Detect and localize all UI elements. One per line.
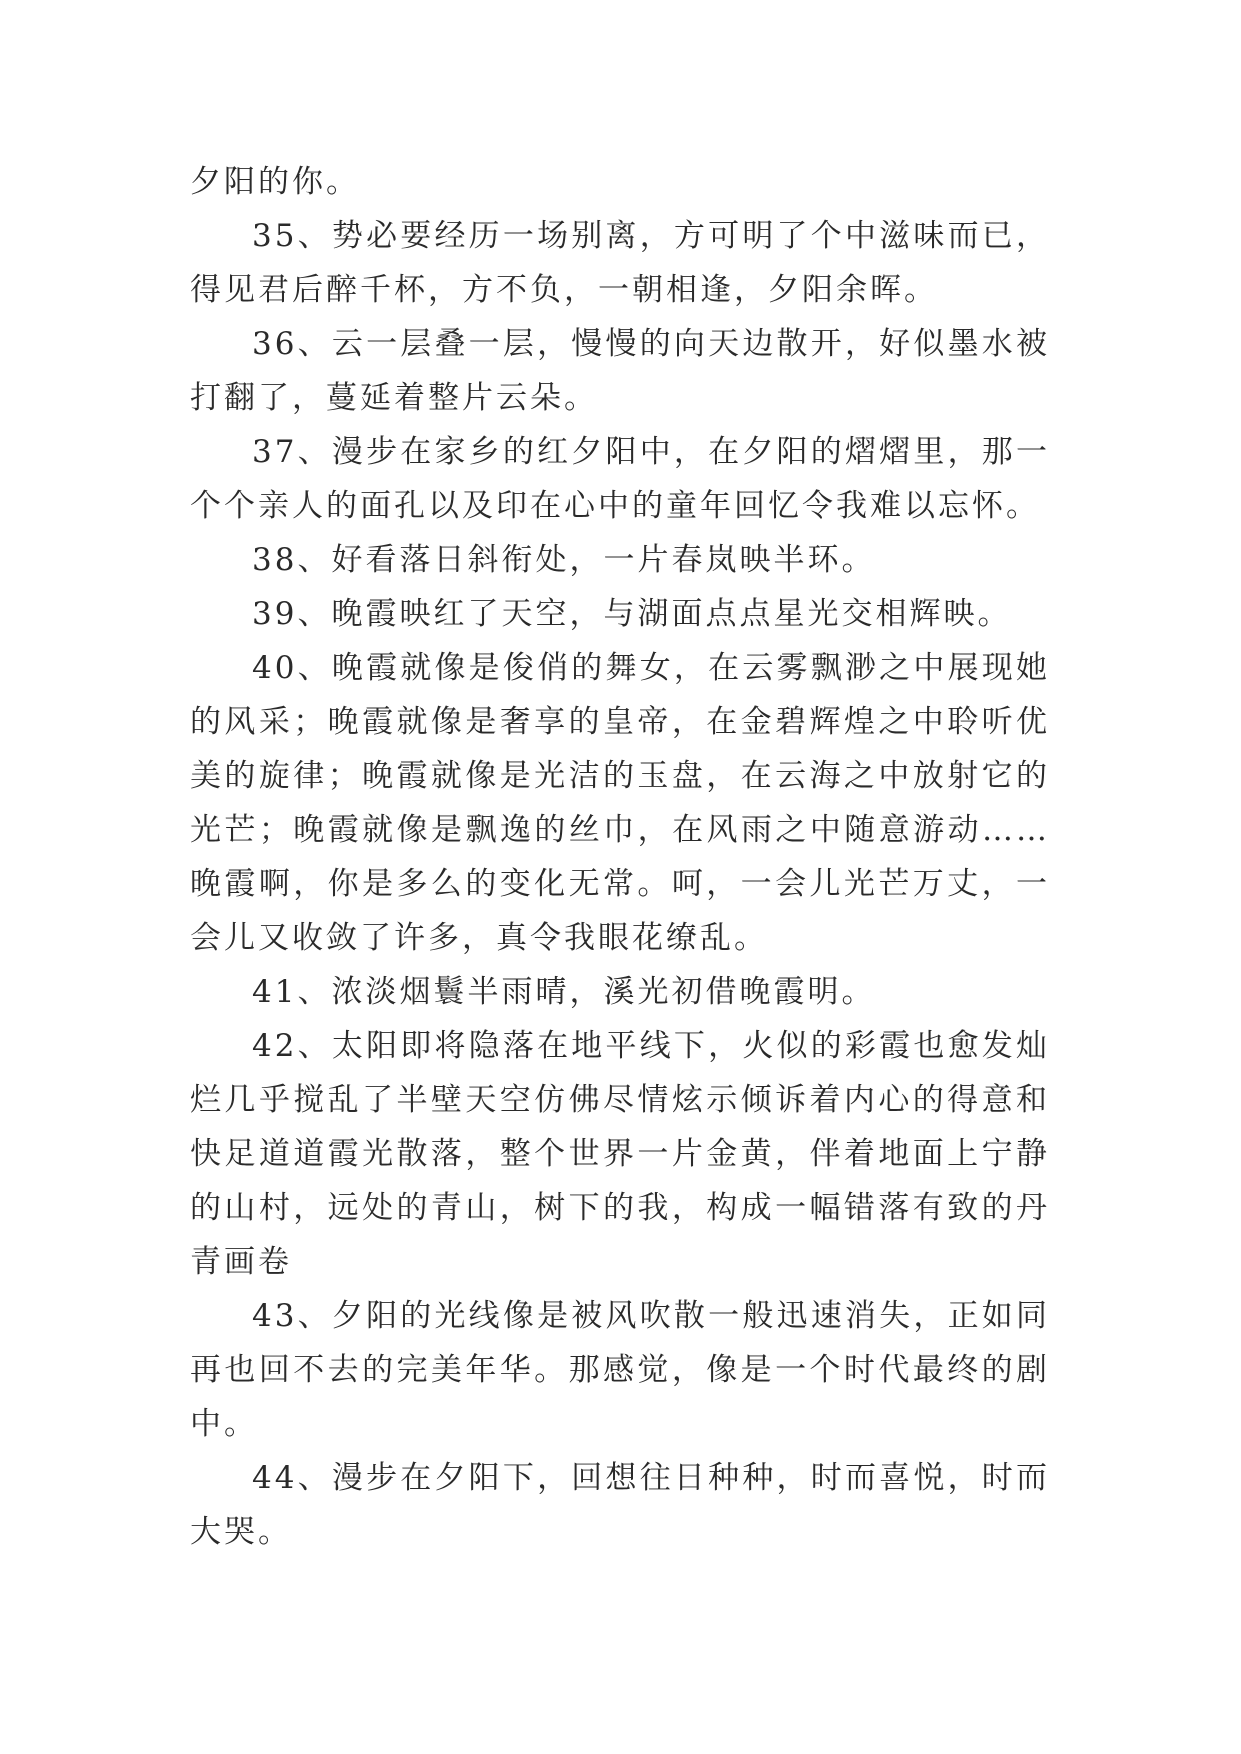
paragraph-item-36: 36、云一层叠一层，慢慢的向天边散开，好似墨水被打翻了，蔓延着整片云朵。 bbox=[190, 326, 1050, 416]
paragraph-item-39: 39、晚霞映红了天空，与湖面点点星光交相辉映。 bbox=[252, 596, 1012, 632]
paragraph-continuation: 夕阳的你。 bbox=[190, 164, 360, 200]
paragraph-item-35: 35、势必要经历一场别离，方可明了个中滋味而已，得见君后醉千杯，方不负，一朝相逢，夕阳余晖。 bbox=[190, 218, 1050, 308]
paragraph-item-43: 43、夕阳的光线像是被风吹散一般迅速消失，正如同再也回不去的完美年华。那感觉，像是一个时代最终的剧中。 bbox=[190, 1298, 1050, 1442]
paragraph-item-44: 44、漫步在夕阳下，回想往日种种，时而喜悦，时而大哭。 bbox=[190, 1460, 1050, 1550]
paragraph-item-41: 41、浓淡烟鬟半雨晴，溪光初借晚霞明。 bbox=[252, 974, 876, 1010]
paragraph-item-37: 37、漫步在家乡的红夕阳中，在夕阳的熠熠里，那一个个亲人的面孔以及印在心中的童年回忆令我难以忘怀。 bbox=[190, 434, 1050, 524]
document-body bbox=[190, 155, 1050, 1559]
paragraph-item-38: 38、好看落日斜衔处，一片春岚映半环。 bbox=[252, 542, 876, 578]
paragraph-item-40: 40、晚霞就像是俊俏的舞女，在云雾飘渺之中展现她的风采；晚霞就像是奢享的皇帝，在金碧辉煌之中聆听优美的旋律；晚霞就像是光洁的玉盘，在云海之中放射它的光芒；晚霞就像是飘逸的丝巾，在风雨之中随意游动……晚霞啊，你是多么的变化无常。呵，一会儿光芒万丈，一会儿又收敛了许多，真令我眼花缭乱。 bbox=[190, 650, 1050, 956]
paragraph-item-42: 42、太阳即将隐落在地平线下，火似的彩霞也愈发灿烂几乎搅乱了半壁天空仿佛尽情炫示倾诉着内心的得意和快足道道霞光散落，整个世界一片金黄，伴着地面上宁静的山村，远处的青山，树下的我，构成一幅错落有致的丹青画卷 bbox=[190, 1028, 1050, 1280]
